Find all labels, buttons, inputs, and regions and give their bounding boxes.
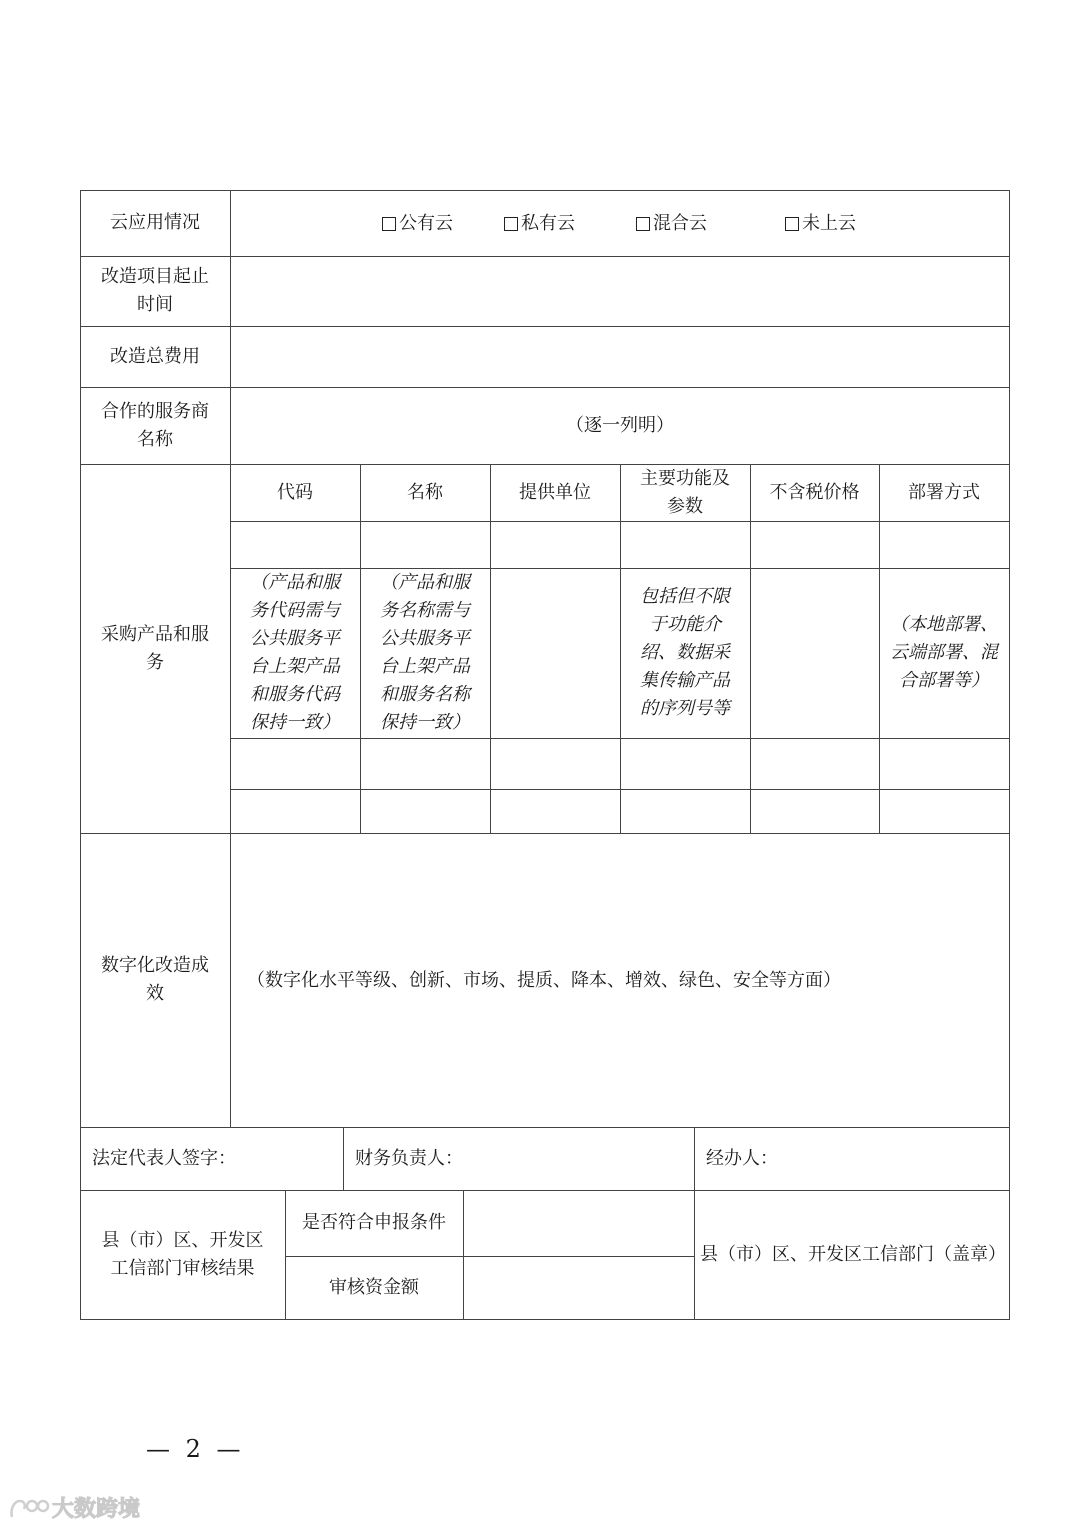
results-label: 数字化改造成效 <box>101 955 209 1004</box>
period-field[interactable] <box>231 257 1009 326</box>
watermark-logo-icon <box>8 1495 52 1521</box>
provider-field[interactable]: （逐一列明） <box>566 415 674 436</box>
handler-signature[interactable]: 经办人： <box>706 1147 778 1169</box>
amount-label: 审核资金额 <box>329 1276 419 1298</box>
checkbox-icon[interactable] <box>636 217 650 231</box>
header-code: 代码 <box>277 481 313 503</box>
header-function: 主要功能及参数 <box>640 467 730 517</box>
period-label: 改造项目起止时间 <box>101 266 209 315</box>
watermark <box>8 1492 140 1523</box>
cost-field[interactable] <box>231 327 1009 387</box>
note-code: （产品和服务代码需与公共服务平台上架产品和服务代码保持一致） <box>250 572 340 733</box>
note-name: （产品和服务名称需与公共服务平台上架产品和服务名称保持一致） <box>380 572 470 733</box>
header-name: 名称 <box>407 481 443 503</box>
review-label: 县（市）区、开发区工信部门审核结果 <box>101 1229 264 1279</box>
legal-rep-signature[interactable]: 法定代表人签字： <box>92 1147 236 1169</box>
note-function: 包括但不限于功能介绍、数据采集传输产品的序列号等 <box>640 586 730 719</box>
header-price: 不含税价格 <box>769 481 860 503</box>
option-no-cloud[interactable]: 未上云 <box>785 210 856 238</box>
stamp-area: 县（市）区、开发区工信部门（盖章） <box>700 1243 1006 1265</box>
amount-field[interactable] <box>464 1257 694 1319</box>
header-deployment: 部署方式 <box>908 481 980 503</box>
cost-label: 改造总费用 <box>110 345 200 367</box>
cloud-label: 云应用情况 <box>110 212 200 233</box>
provider-label: 合作的服务商名称 <box>101 400 209 450</box>
option-private-cloud[interactable]: 私有云 <box>504 210 575 238</box>
option-public-cloud[interactable]: 公有云 <box>382 210 453 238</box>
checkbox-icon[interactable] <box>504 217 518 231</box>
header-supplier: 提供单位 <box>519 481 591 503</box>
note-deployment: （本地部署、云端部署、混合部署等） <box>890 614 998 691</box>
eligible-field[interactable] <box>464 1191 694 1256</box>
page-number: — 2 — <box>146 1435 245 1463</box>
option-hybrid-cloud[interactable]: 混合云 <box>636 210 707 238</box>
purchase-label: 采购产品和服务 <box>101 623 209 673</box>
checkbox-icon[interactable] <box>785 217 799 231</box>
finance-signature[interactable]: 财务负责人： <box>355 1147 463 1169</box>
watermark-text: 大数跨境 <box>52 1497 141 1522</box>
results-field[interactable]: （数字化水平等级、创新、市场、提质、降本、增效、绿色、安全等方面） <box>247 969 841 991</box>
eligible-label: 是否符合申报条件 <box>302 1212 446 1233</box>
checkbox-icon[interactable] <box>382 217 396 231</box>
